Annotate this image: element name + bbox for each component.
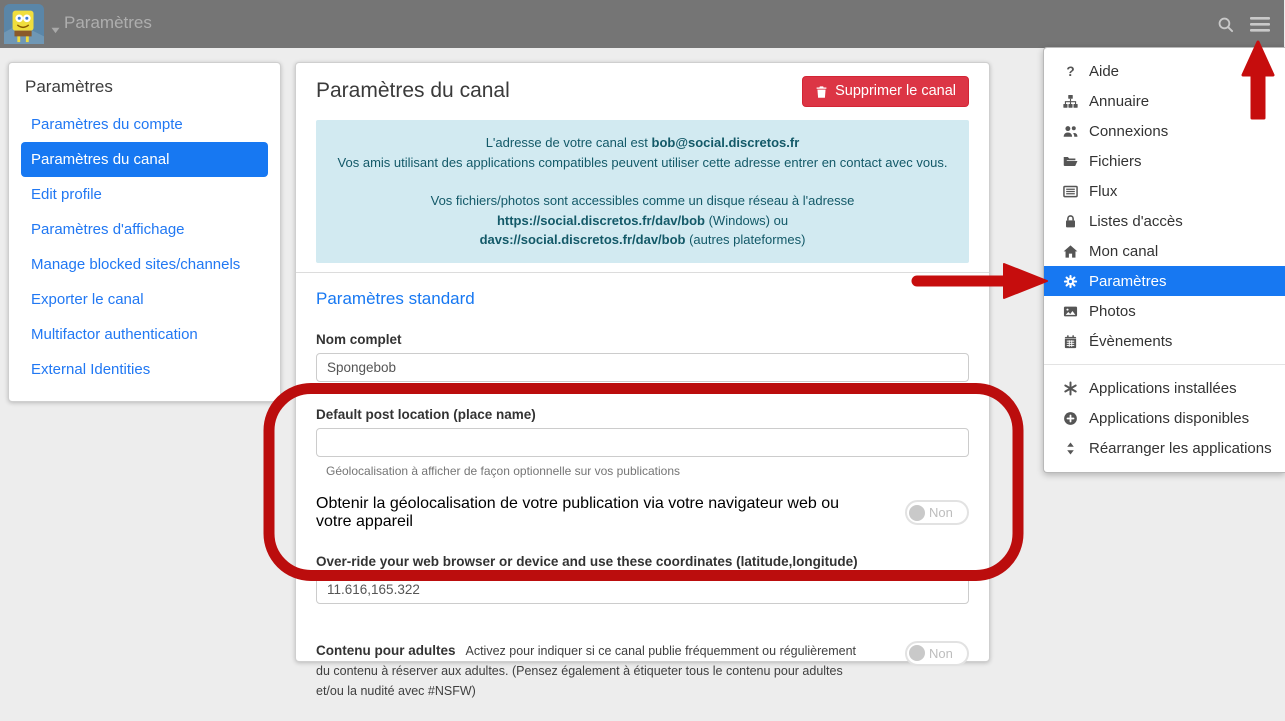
question-icon [1061,64,1080,79]
full-name-input[interactable] [316,353,969,382]
folder-open-icon [1061,154,1080,169]
menu-item-listes-dacces[interactable] [1044,206,1285,236]
info-line1: L'adresse de votre canal est [485,135,652,150]
sidebar-item-channel-settings[interactable] [21,142,268,177]
menu-item-label: Mon canal [1089,242,1159,260]
toggle-knob [909,505,925,521]
menu-divider [1044,364,1285,365]
browser-location-toggle[interactable] [905,500,969,525]
browser-location-group [316,495,969,531]
avatar-image [4,4,44,44]
post-location-group [316,407,969,478]
menu-item-label: Flux [1089,182,1118,200]
menu-item-label: Photos [1089,302,1136,320]
toggle-state-label: Non [929,645,953,661]
full-name-group [316,332,969,382]
app-menu-dropdown [1043,47,1285,473]
menu-item-mon-canal[interactable] [1044,236,1285,266]
top-navbar [0,0,1284,48]
hamburger-menu-icon[interactable] [1250,17,1270,32]
coordinates-label: Over-ride your web browser or device and use these coordinates (latitude,longitude) [316,553,858,569]
menu-item-annuaire[interactable] [1044,86,1285,116]
sitemap-icon [1061,94,1080,109]
delete-channel-button[interactable] [802,76,969,107]
sidebar-item-label: Paramètres du compte [31,116,183,133]
gear-icon [1061,274,1080,289]
info-line2: Vos amis utilisant des applications compatibles peuvent utiliser cette adresse entrer en contact avec vous. [337,154,948,170]
post-location-input[interactable] [316,428,969,457]
settings-sidebar [8,62,281,402]
home-icon [1061,244,1080,259]
sidebar-item-label: Multifactor authentication [31,326,198,343]
menu-item-label: Listes d'accès [1089,212,1183,230]
dav-url-other: davs://social.discretos.fr/dav/bob [479,232,686,247]
sidebar-item-label: Paramètres du canal [31,151,170,168]
navbar-title: Paramètres [64,13,152,32]
info-line3: Vos fichiers/photos sont accessibles comme un disque réseau à l'adresse [430,193,855,208]
asterisk-icon [1061,381,1080,396]
page-title: Paramètres du canal [316,79,510,102]
sidebar-item-label: Exporter le canal [31,291,144,308]
menu-item-label: Applications installées [1089,379,1237,397]
sidebar-item-label: Manage blocked sites/channels [31,256,241,273]
menu-item-photos[interactable] [1044,296,1285,326]
sidebar-item-label: External Identities [31,361,151,378]
toggle-state-label: Non [929,505,953,520]
sidebar-item-edit-profile[interactable] [21,177,268,212]
sidebar-item-export-channel[interactable] [21,282,268,317]
menu-item-label: Paramètres [1089,272,1167,290]
lock-icon [1061,214,1080,229]
post-location-label: Default post location (place name) [316,406,536,422]
menu-item-parametres[interactable] [1044,266,1285,296]
menu-item-label: Fichiers [1089,152,1142,170]
menu-item-connexions[interactable] [1044,116,1285,146]
trash-icon [815,85,828,99]
plus-circle-icon [1061,411,1080,426]
full-name-label: Nom complet [316,331,402,347]
menu-item-label: Applications disponibles [1089,409,1250,427]
channel-address: bob@social.discretos.fr [651,135,800,150]
menu-item-applications-disponibles[interactable] [1044,403,1285,433]
coordinates-group [316,554,969,604]
adult-content-label: Contenu pour adultes [316,642,456,658]
adult-content-toggle[interactable] [905,641,969,666]
menu-item-fichiers[interactable] [1044,146,1285,176]
svg-text:?: ? [1066,63,1075,79]
list-icon [1061,184,1080,199]
calendar-icon [1061,334,1080,349]
sort-icon [1061,441,1080,456]
dav-url-windows: https://social.discretos.fr/dav/bob [496,212,705,228]
users-icon [1061,124,1080,139]
menu-item-label: Aide [1089,62,1120,80]
menu-item-evenements[interactable] [1044,326,1285,356]
caret-down-icon[interactable] [50,21,61,39]
sidebar-item-external-identities[interactable] [21,352,268,387]
user-avatar[interactable] [4,4,44,44]
coordinates-input[interactable] [316,575,969,604]
browser-location-label: Obtenir la géolocalisation de votre publication via votre navigateur web ou votre appareil [316,494,839,530]
post-location-help: Géolocalisation à afficher de façon optionnelle sur vos publications [326,463,680,478]
menu-item-label: Réarranger les applications [1089,439,1272,457]
menu-item-applications-installees[interactable] [1044,373,1285,403]
menu-item-aide[interactable] [1044,56,1285,86]
menu-item-label: Évènements [1089,332,1173,350]
sidebar-item-account-settings[interactable] [21,107,268,142]
adult-content-group [316,641,969,701]
sidebar-item-multifactor-auth[interactable] [21,317,268,352]
toggle-knob [909,645,925,661]
channel-address-info [316,120,969,263]
image-icon [1061,304,1080,319]
search-icon[interactable] [1217,16,1234,33]
channel-settings-panel [295,62,990,698]
menu-item-flux[interactable] [1044,176,1285,206]
sidebar-title: Paramètres [25,77,113,96]
sidebar-item-display-settings[interactable] [21,212,268,247]
standard-settings-heading: Paramètres standard [316,288,475,308]
menu-item-rearranger-applications[interactable] [1044,433,1285,463]
menu-item-label: Annuaire [1089,92,1150,110]
sidebar-item-label: Paramètres d'affichage [31,221,185,238]
info-line4-suffix: (Windows) ou [704,212,789,228]
sidebar-item-blocked-sites[interactable] [21,247,268,282]
delete-channel-label: Supprimer le canal [835,83,956,99]
adult-content-description: Activez pour indiquer si ce canal publie fréquemment ou régulièrement du contenu à réserver aux adultes. (Pensez également à étiqueter tous le contenu pour adultes et/ou la nudité avec #NSFW) [316,643,856,698]
sidebar-item-label: Edit profile [31,186,102,203]
menu-item-label: Connexions [1089,122,1169,140]
info-line5-suffix: (autres plateformes) [685,232,806,247]
